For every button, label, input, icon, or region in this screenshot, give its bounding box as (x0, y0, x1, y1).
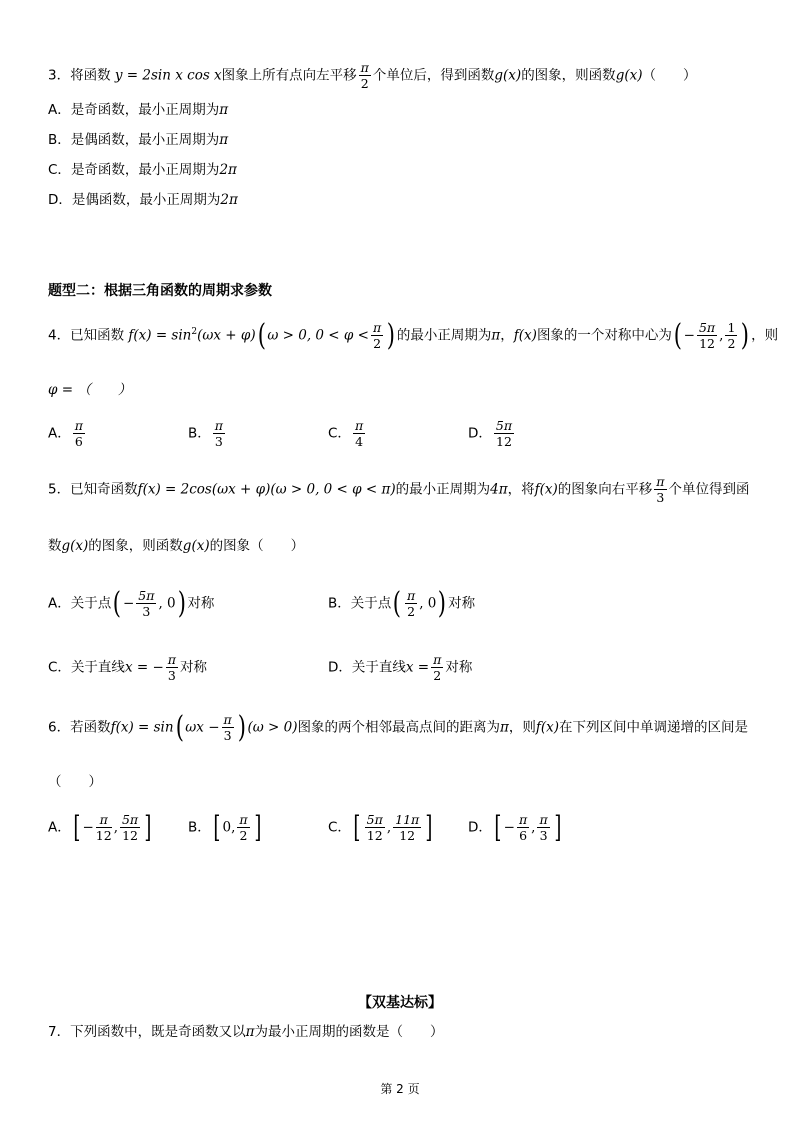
section-heading-2: 题型二：根据三角函数的周期求参数 (48, 283, 272, 299)
q4-stem: 4．已知函数 $f(x) = \sin^2(\omega x + \varphi)$( ω > 0, 0 < φ < $\frac{\pi}{2}$ ) 的最小正周期为π，f(x)图象的一个对称中心为( − $\frac{5\pi}{12}$ , $\frac{1}{2}$ ) ，则 (48, 317, 779, 353)
q3-option-b[interactable]: B．是偶函数，最小正周期为π (48, 132, 229, 148)
q5-option-c[interactable]: C．关于直线x = − $\frac{\pi}{3}$ 对称 (48, 652, 207, 683)
q6-option-c[interactable]: C．[ $\frac{5\pi}{12}$ , $\frac{11\pi}{12}$ ] (328, 809, 433, 845)
q5-option-d[interactable]: D．关于直线x = $\frac{\pi}{2}$ 对称 (328, 652, 473, 683)
q3-expression: y = 2sin x cos x (114, 67, 222, 84)
q4-option-d[interactable]: D． $\frac{5\pi}{12}$ (468, 418, 513, 449)
q6-option-d[interactable]: D．[ − $\frac{\pi}{6}$ , $\frac{\pi}{3}$ ] (468, 809, 562, 845)
q6-option-b[interactable]: B．[ 0, $\frac{\pi}{2}$ ] (188, 809, 261, 845)
q5-option-a[interactable]: A．关于点( − $\frac{5\pi}{3}$ , 0) 对称 (48, 585, 215, 621)
q4-line2: φ = （ ） (48, 382, 132, 398)
q7-stem: 7．下列函数中，既是奇函数又以π为最小正周期的函数是（ ） (48, 1024, 444, 1040)
q6-line2: （ ） (48, 774, 102, 790)
q3-stem: 3．将函数 y = 2sin x cos x图象上所有点向左平移 $\frac{\pi}{2}$ 个单位后，得到函数g(x)的图象，则函数g(x)（ ） (48, 60, 697, 91)
q5-line2: 数g(x)的图象，则函数g(x)的图象（ ） (48, 538, 305, 554)
q5-stem: 5．已知奇函数f(x) = 2cos(ωx + φ)(ω > 0, 0 < φ < π)的最小正周期为4π，将f(x)的图象向右平移 $\frac{\pi}{3}$ 个单位得到函 (48, 474, 750, 505)
q5-option-b[interactable]: B．关于点( $\frac{\pi}{2}$ , 0) 对称 (328, 585, 476, 621)
q6-option-a[interactable]: A．[ − $\frac{\pi}{12}$ , $\frac{5\pi}{12}$ ] (48, 809, 152, 845)
page-footer: 第 2 页 (380, 1082, 420, 1096)
section-heading-3: 【双基达标】 (358, 995, 442, 1011)
q4-option-b[interactable]: B． $\frac{\pi}{3}$ (188, 418, 223, 449)
q3-shift-fraction: $\frac{\pi}{2}$ (360, 60, 369, 91)
q6-stem: 6．若函数f(x) = sin( ωx − $\frac{\pi}{3}$ ) (ω > 0)图象的两个相邻最高点间的距离为π，则f(x)在下列区间中单调递增的区间是 (48, 709, 749, 745)
q3-option-a[interactable]: A．是奇函数，最小正周期为π (48, 102, 229, 118)
q3-option-c[interactable]: C．是奇函数，最小正周期为2π (48, 162, 237, 178)
q4-option-c[interactable]: C． $\frac{\pi}{4}$ (328, 418, 364, 449)
q3-option-d[interactable]: D．是偶函数，最小正周期为2π (48, 192, 238, 208)
q4-option-a[interactable]: A． $\frac{\pi}{6}$ (48, 418, 83, 449)
